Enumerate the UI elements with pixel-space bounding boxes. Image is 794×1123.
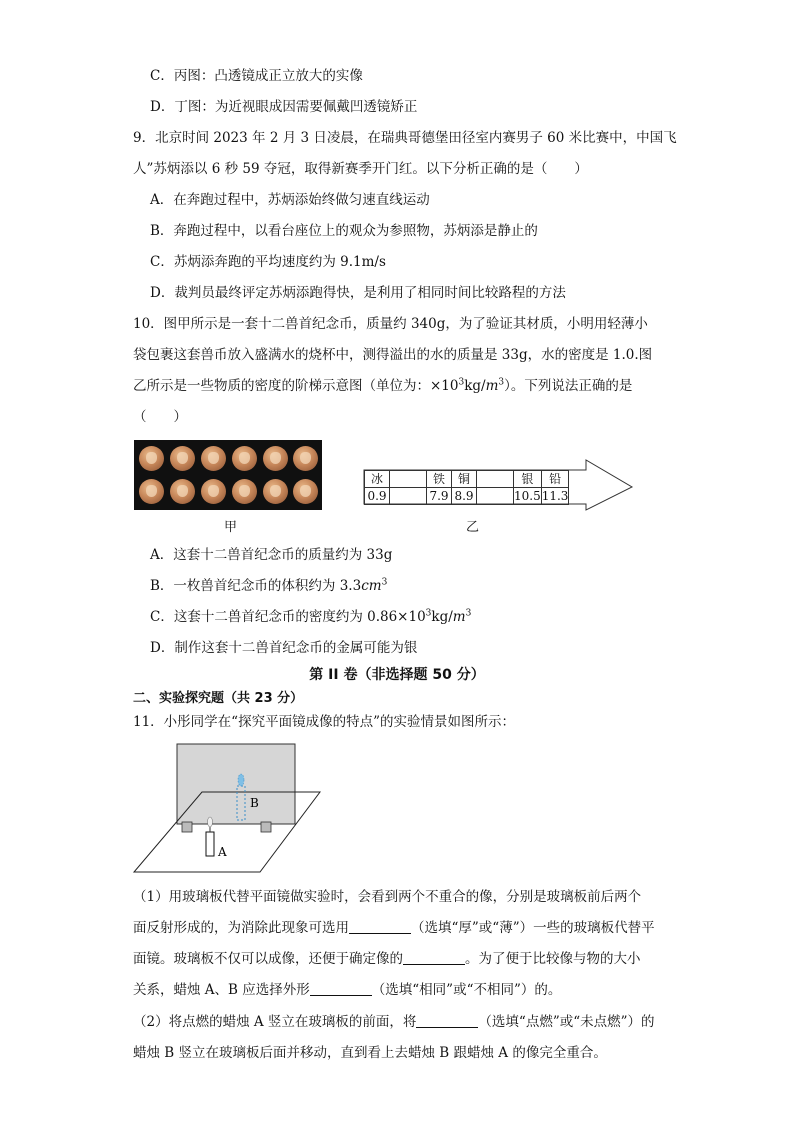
- q9-option-d: D．裁判员最终评定苏炳添跑得快，是利用了相同时间比较路程的方法: [150, 285, 566, 301]
- mirror-experiment-diagram: [130, 740, 330, 880]
- q10-stem-line1: 10．图甲所示是一套十二兽首纪念币，质量约 340g，为了验证其材质，小明用轻薄小: [133, 316, 648, 332]
- density-table: [364, 470, 569, 505]
- density-name-ice: 冰: [365, 471, 390, 488]
- figure-a-label: 甲: [224, 520, 238, 535]
- density-value-ice: 0.9: [365, 488, 390, 505]
- q11-stem: 11．小彤同学在“探究平面镜成像的特点”的实验情景如图所示：: [133, 714, 515, 730]
- density-name-silver: 银: [514, 471, 542, 488]
- density-name-empty: [477, 471, 514, 488]
- q11-p1-line4: 关系，蜡烛 A、B 应选择外形 （选填“相同”或“不相同”）的。: [133, 982, 562, 998]
- candle-a-label: A: [218, 845, 227, 859]
- q11-p1-line3: 面镜。玻璃板不仅可以成像，还便于确定像的 。为了便于比较像与物的大小: [133, 951, 641, 967]
- answer-blank[interactable]: [310, 981, 372, 996]
- density-name-empty: [390, 471, 427, 488]
- q10-stem-line3: 乙所示是一些物质的密度的阶梯示意图（单位为：$\times 10^3kg/m^3$）。下列说法正确的是: [133, 377, 633, 394]
- density-value-silver: 10.5: [514, 489, 541, 503]
- answer-blank[interactable]: [403, 950, 465, 965]
- q8-option-c: C．丙图：凸透镜成正立放大的实像: [150, 68, 363, 84]
- q9-option-a: A．在奔跑过程中，苏炳添始终做匀速直线运动: [150, 192, 430, 208]
- candle-b-label: B: [250, 796, 259, 810]
- coin: [263, 479, 288, 504]
- density-value-lead: 11.3: [541, 489, 569, 503]
- density-name-copper: 铜: [452, 471, 477, 488]
- coin: [170, 479, 195, 504]
- coin: [170, 446, 195, 471]
- coin: [232, 446, 257, 471]
- q10-option-c: C．这套十二兽首纪念币的密度约为 $0.86\times 10^3kg/m^3$: [150, 608, 472, 625]
- answer-blank[interactable]: [416, 1013, 478, 1028]
- q9-option-b: B．奔跑过程中，以看台座位上的观众为参照物，苏炳添是静止的: [150, 223, 538, 239]
- coin: [263, 446, 288, 471]
- coin: [139, 479, 164, 504]
- density-value-empty: [477, 488, 514, 505]
- q10-option-b: B．一枚兽首纪念币的体积约为 $3.3cm^3$: [150, 577, 388, 594]
- q10-stem-line4: （ ）: [133, 409, 187, 425]
- density-name-iron: 铁: [427, 471, 452, 488]
- q8-option-d: D．丁图：为近视眼成因需要佩戴凹透镜矫正: [150, 99, 418, 115]
- coin: [293, 479, 318, 504]
- q9-option-c: C．苏炳添奔跑的平均速度约为 9.1m/s: [150, 254, 386, 270]
- q9-stem-line1: 9．北京时间 2023 年 2 月 3 日凌晨，在瑞典哥德堡田径室内赛男子 60 米比赛中，中国飞: [133, 130, 677, 146]
- q10-option-d: D．制作这套十二兽首纪念币的金属可能为银: [150, 640, 418, 656]
- coin: [201, 446, 226, 471]
- density-value-empty: [390, 488, 427, 505]
- part2-title: 第 II 卷（非选择题 50 分）: [309, 667, 485, 683]
- coin-set-image: [134, 440, 322, 510]
- coin: [232, 479, 257, 504]
- coin: [293, 446, 318, 471]
- section2-heading: 二、实验探究题（共 23 分）: [133, 691, 304, 706]
- answer-blank[interactable]: [349, 919, 411, 934]
- q10-option-a: A．这套十二兽首纪念币的质量约为 33g: [150, 547, 393, 563]
- density-value-copper: 8.9: [452, 488, 477, 505]
- q10-stem-line2: 袋包裹这套兽币放入盛满水的烧杯中，测得溢出的水的质量是 33g，水的密度是 1.0.图: [133, 347, 653, 363]
- q9-stem-line2: 人”苏炳添以 6 秒 59 夺冠，取得新赛季开门红。以下分析正确的是（ ）: [133, 161, 588, 177]
- q11-p1-line1: （1）用玻璃板代替平面镜做实验时，会看到两个不重合的像，分别是玻璃板前后两个: [133, 889, 642, 905]
- q11-p2-line1: （2）将点燃的蜡烛 A 竖立在玻璃板的前面，将 （选填“点燃”或“未点燃”）的: [133, 1014, 655, 1030]
- q11-p1-line2: 面反射形成的，为消除此现象可选用 （选填“厚”或“薄”）一些的玻璃板代替平: [133, 920, 655, 936]
- density-value-iron: 7.9: [427, 488, 452, 505]
- coin: [139, 446, 164, 471]
- density-name-lead: 铅: [541, 471, 569, 488]
- coin: [201, 479, 226, 504]
- q11-p2-line2: 蜡烛 B 竖立在玻璃板后面并移动，直到看上去蜡烛 B 跟蜡烛 A 的像完全重合。: [133, 1045, 607, 1061]
- figure-b-label: 乙: [466, 520, 480, 535]
